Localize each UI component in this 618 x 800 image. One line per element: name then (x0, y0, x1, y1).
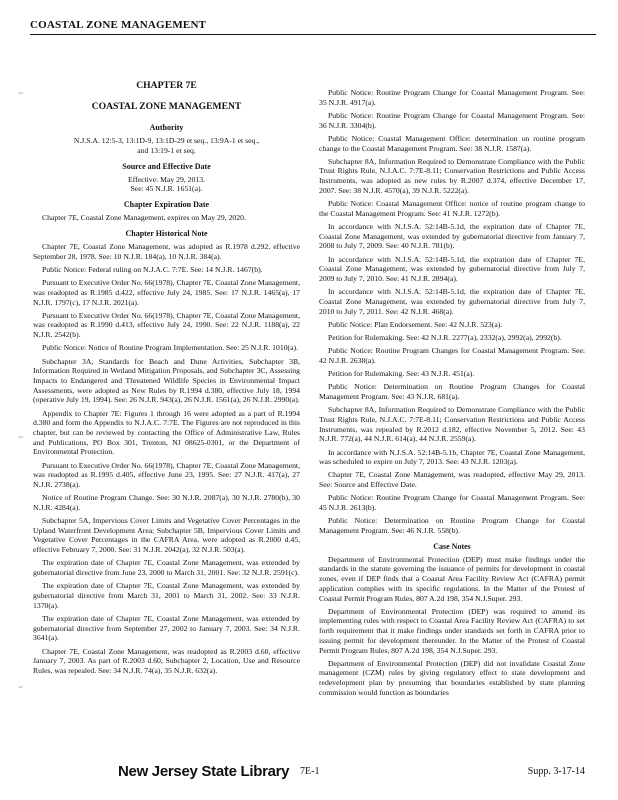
history-paragraph: Public Notice: Routine Program Change for Coastal Management Program. See: 45 N.J.R. 2613(b). (319, 493, 585, 513)
right-column (319, 88, 585, 701)
library-watermark: New Jersey State Library (118, 763, 290, 780)
source-heading: Source and Effective Date (122, 161, 211, 171)
history-paragraph: Subchapter 8A, Information Required to Demonstrate Compliance with the Public Trust Rights Rule, N.J.A.C. 7:7E-8.11; Conservation Restrictions and Public Access Instruments, was repealed by R.2012 d.182, effective November 5, 2012. See: 43 N.J.R. 772(a), 44 N.J.R. 614(a), 44 N.J.R. 2559(a). (319, 405, 585, 444)
history-paragraph: Public Notice: Plan Endorsement. See: 42 N.J.R. 523(a). (328, 319, 503, 329)
running-head: COASTAL ZONE MANAGEMENT (30, 19, 207, 31)
history-paragraph: Public Notice: Notice of Routine Program Implementation. See: 25 N.J.R. 1010(a). (42, 343, 298, 353)
history-paragraph: Public Notice: Coastal Management Office: determination on routine program change to the Coastal Management Program. See: 38 N.J.R. 1587(a). (319, 133, 585, 153)
history-paragraph: Pursuant to Executive Order No. 66(1978), Chapter 7E, Coastal Zone Management, was readopted as R.1995 d.405, effective June 23, 1995. See: 27 N.J.R. 417(a), 27 N.J.R. 2738(a). (33, 460, 300, 489)
history-paragraph: In accordance with N.J.S.A. 52:14B-5.1b, Chapter 7E, Coastal Zone Management, was scheduled to expire on July 7, 2013. See: 43 N.J.R. 1203(a). (319, 447, 585, 467)
scan-artifact: ⌣ (18, 88, 24, 97)
source-effective: Effective: May 29, 2013. (128, 174, 205, 184)
history-paragraph: Public Notice: Federal ruling on N.J.A.C. 7:7E. See: 14 N.J.R. 1467(b). (42, 264, 263, 274)
history-paragraph: In accordance with N.J.S.A. 52:14B-5.1d, the expiration date of Chapter 7E, Coastal Zone Management, was extended by gubernatorial directive from January 7, 2008 to July 7, 2009. See: 40 N.J.R. 781(b). (319, 221, 585, 251)
history-paragraph: In accordance with N.J.S.A. 52:14B-5.1d, the expiration date of Chapter 7E, Coastal Zone Management, was extended by gubernatorial directive from July 7, 2010 to July 7, 2011. See: 42 N.J.R. 468(a). (319, 287, 585, 316)
source-citation: See: 45 N.J.R. 1651(a). (130, 184, 203, 194)
authority-heading: Authority (149, 123, 184, 133)
scan-artifact: ⌣ (18, 432, 24, 441)
chapter-title: COASTAL ZONE MANAGEMENT (91, 101, 242, 113)
chapter-number: CHAPTER 7E (136, 80, 197, 91)
case-notes-heading: Case Notes (433, 541, 471, 551)
expiration-text: Chapter 7E, Coastal Zone Management, expires on May 29, 2020. (42, 213, 246, 223)
history-paragraph: Subchapter 3A, Standards for Beach and Dune Activities, Subchapter 3B, Information Required in Wetland Mitigation Proposals, and Subchapter 3C, Assessing Impacts to Endangered and Threatened Wildlife Species in Environmental Impact Assessments, were adopted as New Rules by R.1994 d.380, effective July 18, 1994 (operative July 19, 1994). See: 26 N.J.R. 943(a), 26 N.J.R. 1561(a), 26 N.J.R. 2990(a). (33, 356, 300, 405)
history-paragraph: Petition for Rulemaking. See: 43 N.J.R. 451(a). (328, 369, 475, 379)
expiration-heading: Chapter Expiration Date (123, 200, 210, 210)
history-paragraph: Public Notice: Routine Program Changes for Coastal Management Program. See: 42 N.J.R. 2638(a). (319, 346, 585, 365)
history-paragraph: The expiration date of Chapter 7E, Coastal Zone Management, was extended by gubernatorial directive from September 27, 2002 to January 7, 2003. See: 34 N.J.R. 3641(a). (33, 613, 300, 643)
history-heading: Chapter Historical Note (125, 228, 208, 238)
history-paragraph: Pursuant to Executive Order No. 66(1978), Chapter 7E, Coastal Zone Management, was readopted as R.1985 d.422, effective July 24, 1985. See: 17 N.J.R. 1465(a), 17 N.J.R. 1797(c), 17 N.J.R. 2021(a). (33, 278, 300, 307)
page-number: 7E-1 (300, 766, 320, 777)
left-column (33, 80, 300, 679)
history-paragraph: Public Notice: Determination on Routine Program Changes for Coastal Management Program. See: 43 N.J.R. 681(a). (319, 382, 585, 401)
history-paragraph: Subchapter 8A, Information Required to Demonstrate Compliance with the Public Trust Rights Rule, N.J.A.C. 7:7E-8.11; Conservation Restrictions and Public Access Instruments, was adopted as new rules by R.2007 d.374, effective December 17, 2007. See: 38 N.J.R. 4570(a), 39 N.J.R. 5222(a). (319, 156, 585, 195)
history-paragraph: Public Notice: Routine Program Change for Coastal Management Program. See: 35 N.J.R. 4917(a). (319, 88, 585, 107)
header-rule (30, 34, 596, 35)
history-paragraph: Chapter 7E, Coastal Zone Management, was readopted as R.2003 d.60, effective January 7, 2003. As part of R.2003 d.60, Subchapter 2, Location, Use and Resource Rules, was repealed. See: 34 N.J.R. 74(a), 35 N.J.R. 632(a). (33, 646, 300, 675)
history-paragraph: Chapter 7E, Coastal Zone Management, was readopted, effective May 29, 2013. See: Source and Effective Date. (319, 470, 585, 490)
history-paragraph: Notice of Routine Program Change. See: 30 N.J.R. 2087(a), 30 N.J.R. 2780(b), 30 N.J.R. 4284(a). (33, 493, 300, 512)
history-paragraph: Public Notice: Determination on Routine Program Change for Coastal Management Program. See: 46 N.J.R. 558(b). (319, 516, 585, 535)
history-paragraph: Pursuant to Executive Order No. 66(1978), Chapter 7E, Coastal Zone Management, was readopted as R.1990 d.413, effective July 24, 1990. See: 22 N.J.R. 1188(a), 22 N.J.R. 2542(b). (33, 310, 300, 340)
supplement-date: Supp. 3-17-14 (527, 766, 585, 777)
history-paragraph: Appendix to Chapter 7E: Figures 1 through 16 were adopted as a part of R.1994 d.380 and form the Appendix to N.J.A.C. 7:7E. The Figures are not reproduced in this chapter, but can be reviewed by contacting the Office of Administrative Law, Rules and Publications, PO Box 301, Trenton, NJ 08625-0301, or the Department of Environmental Protection. (33, 408, 300, 457)
history-paragraph: Public Notice: Routine Program Change for Coastal Management Program. See: 36 N.J.R. 3304(b). (319, 110, 585, 130)
case-note-paragraph: Department of Environmental Protection (DEP) was required to amend its implementing rules with respect to Coastal Area Facility Review Act (CAFRA) to set forth requirement that it make findings under standards set forth in CAFRA prior to issuing permit for development thereunder. In the Matter of the Protest of Coastal Permit Program Rules, 807 A.2d 198, 354 N.J.Super. 293. (319, 606, 585, 655)
history-paragraph: Subchapter 5A, Impervious Cover Limits and Vegetative Cover Percentages in the Upland Waterfront Development Area; Subchapter 5B, Impervious Cover Limits and Vegetative Cover Percentages in the CAFRA Area, were adopted as R.2000 d.45, effective February 7, 2000. See: 31 N.J.R. 2042(a), 32 N.J.R. 503(a). (33, 516, 300, 555)
case-note-paragraph: Department of Environmental Protection (DEP) did not invalidate Coastal Zone management (CZM) rules by giving regulatory effect to state development and redevelopment plan by presuming that boundaries established by state planning commission would function as boundaries (319, 658, 585, 697)
case-note-paragraph: Department of Environmental Protection (DEP) must make findings under the standards in the statute governing the issuance of permits for development in coastal zones, even if DEP finds that a Coastal Area Facility Review Act (CAFRA) permit application complies with its specific regulations. In the Matter of the Protest of Coastal Permit Program Rules, 807 A.2d 198, 354 N.J.Super. 293. (319, 554, 585, 603)
history-paragraph: Petition for Rulemaking. See: 42 N.J.R. 2277(a), 2332(a), 2992(a), 2992(b). (328, 332, 562, 342)
history-paragraph: In accordance with N.J.S.A. 52:14B-5.1d, the expiration date of Chapter 7E, Coastal Zone Management, was extended by gubernatorial directive from July 7, 2009 to July 7, 2010. See: 41 N.J.R. 2894(a). (319, 254, 585, 283)
history-paragraph: The expiration date of Chapter 7E, Coastal Zone Management, was extended by gubernatorial directive from March 31, 2001 to March 31, 2002. See: 33 N.J.R. 1370(a). (33, 581, 300, 610)
history-paragraph: Chapter 7E, Coastal Zone Management, was adopted as R.1978 d.292, effective September 28, 1978. See: 10 N.J.R. 184(a), 10 N.J.R. 384(a). (33, 241, 300, 261)
history-paragraph: The expiration date of Chapter 7E, Coastal Zone Management, was extended by gubernatorial directive from June 23, 2000 to March 31, 2001. See: 32 N.J.R. 2591(c). (33, 558, 300, 578)
scan-artifact: ⌣ (18, 682, 24, 691)
authority-text: N.J.S.A. 12:5-3, 13:1D-9, 13:1D-29 et seq., 13:9A-1 et seq., and 13:19-1 et seq. (73, 136, 260, 155)
history-paragraph: Public Notice: Coastal Management Office: notice of routine program change to the Coastal Management Program. See: 41 N.J.R. 1272(b). (319, 199, 585, 218)
